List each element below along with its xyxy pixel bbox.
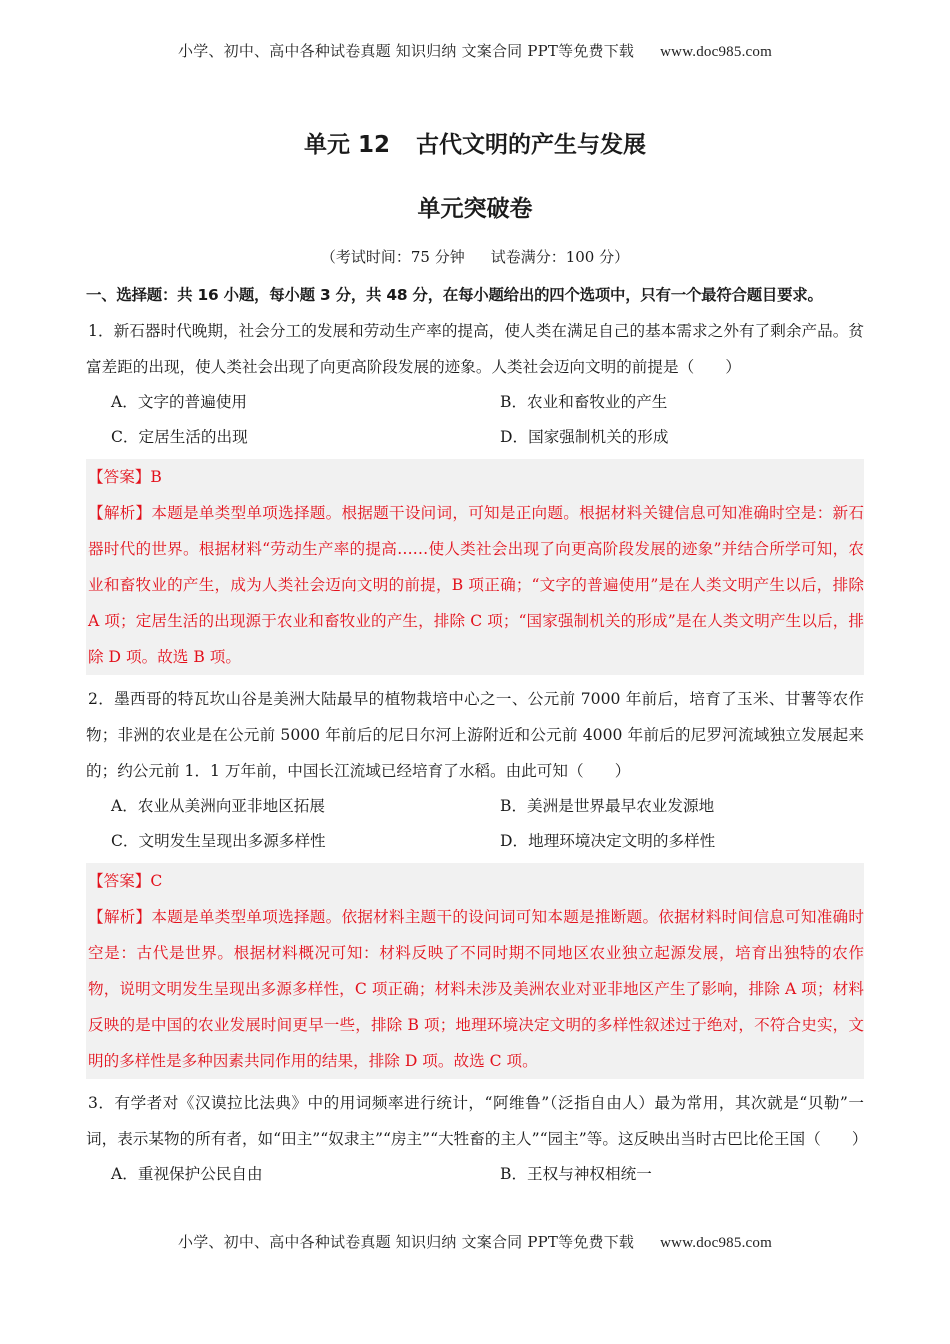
answer-label: 【答案】C [88, 872, 163, 890]
option-b: B．美洲是世界最早农业发源地 [500, 797, 715, 815]
option-d: D．国家强制机关的形成 [500, 428, 669, 446]
footer-text: 小学、初中、高中各种试卷真题 知识归纳 文案合同 PPT等免费下载 [178, 1233, 635, 1251]
option-c: C．文明发生呈现出多源多样性 [111, 832, 326, 850]
option-a: A．文字的普遍使用 [111, 393, 248, 411]
exam-time: （考试时间：75 分钟 [320, 248, 465, 266]
question-1 [86, 313, 864, 675]
question-text: 2．墨西哥的特瓦坎山谷是美洲大陆最早的植物栽培中心之一、公元前 7000 年前后，培育了玉米、甘薯等农作物；非洲的农业是在公元前 5000 年前后的尼日尔河上游附近和公元前 4000 年前后的尼罗河流域独立发展起来的；约公元前 1．1 万年前，中国长江流域已经培育了水稻。由此可知（ ） [86, 690, 864, 780]
option-b: B．农业和畜牧业的产生 [500, 393, 668, 411]
question-options [86, 789, 864, 859]
option-b: B．王权与神权相统一 [500, 1165, 652, 1183]
header-url[interactable]: www.doc985.com [660, 44, 772, 60]
question-3 [86, 1085, 868, 1192]
footer-url[interactable]: www.doc985.com [660, 1235, 772, 1251]
question-options [86, 1157, 864, 1192]
answer-analysis-box [86, 863, 864, 1079]
exam-info [0, 246, 950, 267]
analysis-text: 【解析】本题是单类型单项选择题。依据材料主题干的设问词可知本题是推断题。依据材料时间信息可知准确时空是：古代是世界。根据材料概况可知：材料反映了不同时期不同地区农业独立起源发展，培育出独特的农作物，说明文明发生呈现出多源多样性，C 项正确；材料未涉及美洲农业对亚非地区产生了影响，排除 A 项；材料反映的是中国的农业发展时间更早一些，排除 B 项；地理环境决定文明的多样性叙述过于绝对，不符合史实，文明的多样性是多种因素共同作用的结果，排除 D 项。故选 C 项。 [88, 908, 864, 1070]
header-text: 小学、初中、高中各种试卷真题 知识归纳 文案合同 PPT等免费下载 [178, 42, 635, 60]
option-d: D．地理环境决定文明的多样性 [500, 832, 716, 850]
page-footer [0, 1231, 950, 1252]
exam-score: 试卷满分：100 分） [490, 248, 630, 266]
section-heading: 一、选择题：共 16 小题，每小题 3 分，共 48 分，在每小题给出的四个选项中，只有一个最符合题目要求。 [86, 286, 823, 304]
page-header [0, 40, 950, 61]
option-a: A．农业从美洲向亚非地区拓展 [111, 797, 325, 815]
answer-analysis-box [86, 459, 864, 675]
answer-label: 【答案】B [88, 468, 162, 486]
document-body [86, 283, 868, 1192]
question-options [86, 385, 864, 455]
page-title [0, 126, 950, 159]
option-c: C．定居生活的出现 [111, 428, 248, 446]
question-text: 3．有学者对《汉谟拉比法典》中的用词频率进行统计，“阿维鲁”（泛指自由人）最为常用，其次就是“贝勒”一词，表示某物的所有者，如“田主”“奴隶主”“房主”“大牲畜的主人”“园主”等。这反映出当时古巴比伦王国（ ） [86, 1094, 868, 1148]
question-2 [86, 681, 864, 1079]
question-text: 1．新石器时代晚期，社会分工的发展和劳动生产率的提高，使人类在满足自己的基本需求之外有了剩余产品。贫富差距的出现，使人类社会出现了向更高阶段发展的迹象。人类社会迈向文明的前提是（ ） [86, 322, 864, 376]
analysis-text: 【解析】本题是单类型单项选择题。根据题干设问词，可知是正向题。根据材料关键信息可知准确时空是：新石器时代的世界。根据材料“劳动生产率的提高……使人类社会出现了向更高阶段发展的迹象”并结合所学可知，农业和畜牧业的产生，成为人类社会迈向文明的前提，B 项正确；“文字的普遍使用”是在人类文明产生以后，排除 A 项；定居生活的出现源于农业和畜牧业的产生，排除 C 项；“国家强制机关的形成”是在人类文明产生以后，排除 D 项。故选 B 项。 [88, 504, 864, 666]
page-subtitle: 单元突破卷 [417, 196, 533, 222]
unit-name: 古代文明的产生与发展 [416, 132, 646, 158]
unit-number: 单元 12 [303, 132, 390, 158]
option-a: A．重视保护公民自由 [111, 1165, 263, 1183]
